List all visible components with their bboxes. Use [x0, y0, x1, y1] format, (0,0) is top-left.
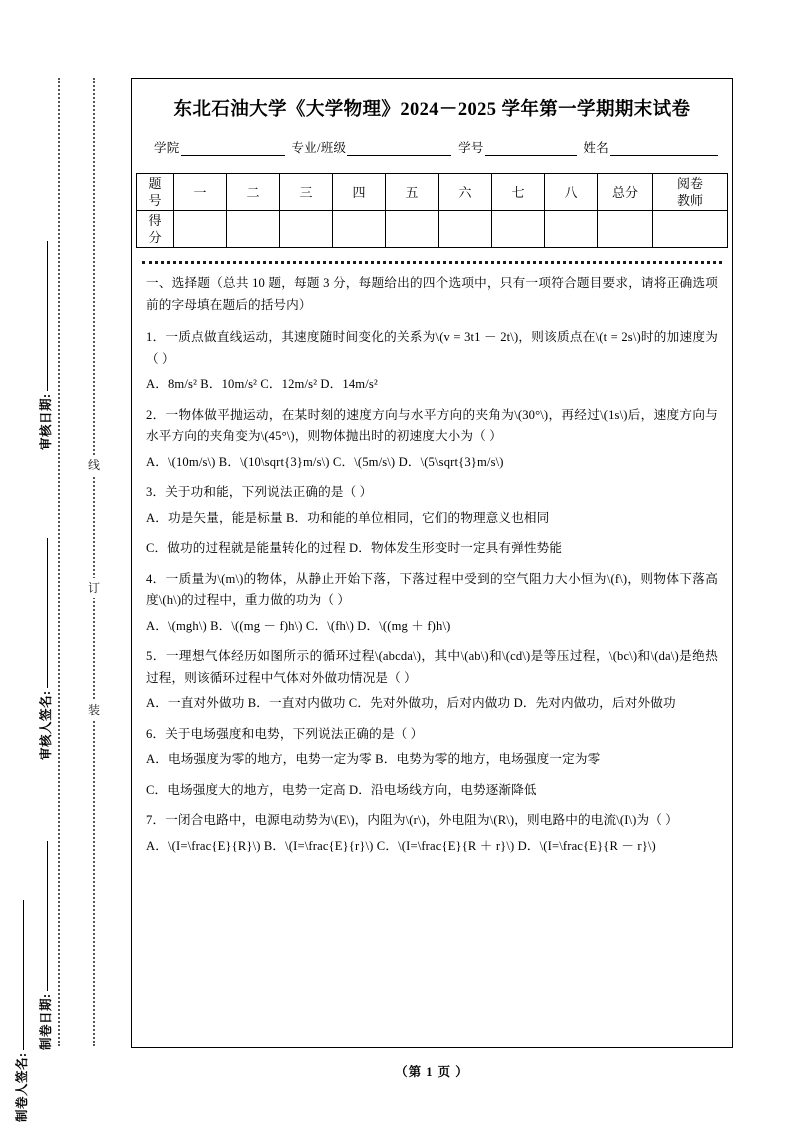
score-cell-grader[interactable]	[653, 211, 728, 248]
grader-label-line-2: 教师	[676, 193, 703, 208]
producer-signature-blank	[22, 900, 24, 1050]
score-col-8: 八	[545, 174, 598, 211]
binding-dotted-rule-inner	[93, 78, 95, 1046]
field-student-id-label: 学号	[458, 141, 484, 155]
field-college-input[interactable]	[181, 142, 285, 156]
score-table-row-label-score	[137, 211, 174, 248]
field-major-label: 专业/班级	[291, 141, 347, 155]
row-label-char-1: 题	[148, 176, 162, 191]
binding-margin	[0, 0, 131, 1122]
page-footer: （第 1 页 ）	[395, 1065, 469, 1079]
score-cell-7[interactable]	[492, 211, 545, 248]
score-cell-3[interactable]	[280, 211, 333, 248]
table-row-scores	[137, 211, 728, 248]
produce-date-field	[36, 790, 54, 1050]
question-6-stem: 6．关于电场强度和电势，下列说法正确的是（ ）	[146, 726, 424, 741]
score-col-3: 三	[280, 174, 333, 211]
page-title: 东北石油大学《大学物理》2024－2025 学年第一学期期末试卷	[173, 100, 691, 120]
score-cell-8[interactable]	[545, 211, 598, 248]
score-col-5: 五	[386, 174, 439, 211]
field-major-input[interactable]	[347, 142, 451, 156]
exam-paper-frame	[131, 78, 733, 1048]
field-college	[154, 138, 285, 156]
question-6-options-2: C．电场强度大的地方，电势一定高 D．沿电场线方向，电势逐渐降低	[146, 782, 537, 797]
question-5-stem: 5．一理想气体经历如图所示的循环过程\(abcda\)，其中\(ab\)和\(cd\)是等压过程，\(bc\)和\(da\)是绝热过程，则该循环过程中气体对外做功情况是（ ）	[146, 649, 718, 685]
score-col-6: 六	[439, 174, 492, 211]
score-col-1: 一	[174, 174, 227, 211]
review-date-label: 审核日期:	[39, 393, 53, 450]
score-label-char-2: 分	[148, 230, 162, 245]
question-6-options: A．电场强度为零的地方，电势一定为零 B．电势为零的地方，电场强度一定为零	[146, 752, 601, 766]
question-body	[146, 273, 718, 857]
score-table	[136, 173, 728, 248]
reviewer-signature-blank	[46, 538, 48, 688]
produce-date-blank	[46, 841, 48, 991]
fold-char-line: 线	[86, 455, 102, 475]
question-3-options-2: C．做功的过程就是能量转化的过程 D．物体发生形变时一定具有弹性势能	[146, 541, 563, 555]
score-cell-total[interactable]	[598, 211, 653, 248]
field-student-id-input[interactable]	[485, 142, 577, 156]
reviewer-signature-label: 审核人签名:	[39, 690, 53, 760]
score-col-grader	[653, 174, 728, 211]
review-date-blank	[46, 241, 48, 391]
field-student-id	[458, 138, 577, 156]
question-1-options: A．8m/s² B．10m/s² C．12m/s² D．14m/s²	[146, 377, 378, 391]
score-col-4: 四	[333, 174, 386, 211]
fold-char-staple: 订	[86, 578, 102, 598]
question-2-stem: 2．一物体做平抛运动，在某时刻的速度方向与水平方向的夹角为\(30°\)，再经过\(1s\)后，速度方向与水平方向的夹角变为\(45°\)，则物体抛出时的初速度大小为（ ）	[146, 407, 718, 443]
fold-char-bind: 装	[86, 700, 102, 720]
field-name	[583, 138, 718, 156]
question-4-options: A．\(mgh\) B．\((mg － f)h\) C．\(fh\) D．\((mg ＋ f)h\)	[146, 618, 451, 633]
field-name-input[interactable]	[610, 142, 718, 156]
score-cell-2[interactable]	[227, 211, 280, 248]
row-label-char-2: 号	[148, 193, 162, 208]
question-4-stem: 4．一质量为\(m\)的物体，从静止开始下落，下落过程中受到的空气阻力大小恒为\(f\)，则物体下落高度\(h\)的过程中，重力做的功为（ ）	[146, 571, 718, 607]
score-col-2: 二	[227, 174, 280, 211]
question-2-options: A．\(10m/s\) B．\(10\sqrt{3}m/s\) C．\(5m/s\) D．\(5\sqrt{3}m/s\)	[146, 454, 504, 469]
score-cell-1[interactable]	[174, 211, 227, 248]
section-heading: 一、选择题（总共 10 题，每题 3 分，每题给出的四个选项中，只有一项符合题目要求，请将正确选项前的字母填在题后的括号内）	[146, 276, 718, 312]
score-cell-5[interactable]	[386, 211, 439, 248]
producer-signature-field	[12, 862, 30, 1122]
reviewer-signature-field	[36, 500, 54, 760]
question-7-stem: 7．一闭合电路中，电源电动势为\(E\)，内阻为\(r\)，外电阻为\(R\)，则电路中的电流\(I\)为（ ）	[146, 813, 679, 827]
table-row-header	[137, 174, 728, 211]
review-date-field	[36, 190, 54, 450]
score-table-row-label-number	[137, 174, 174, 211]
field-major	[291, 138, 451, 156]
field-college-label: 学院	[154, 141, 180, 155]
binding-dotted-rule-outer	[58, 78, 60, 1046]
question-3-stem: 3．关于功和能，下列说法正确的是（ ）	[146, 485, 373, 499]
grader-label-line-1: 阅卷	[676, 176, 703, 191]
score-cell-6[interactable]	[439, 211, 492, 248]
produce-date-label: 制卷日期:	[39, 993, 53, 1050]
field-name-label: 姓名	[583, 141, 610, 155]
score-col-total: 总分	[598, 174, 653, 211]
question-7-options: A．\(I=\frac{E}{R}\) B．\(I=\frac{E}{r}\) C．\(I=\frac{E}{R ＋ r}\) D．\(I=\frac{E}{R － r}\)	[146, 838, 656, 853]
question-5-options: A．一直对外做功 B．一直对内做功 C．先对外做功，后对内做功 D．先对内做功，后对外做功	[146, 696, 676, 710]
score-label-char-1: 得	[148, 213, 162, 228]
question-3-options: A．功是矢量，能是标量 B．功和能的单位相同，它们的物理意义也相同	[146, 510, 550, 525]
student-info-row	[154, 138, 718, 156]
score-col-7: 七	[492, 174, 545, 211]
producer-signature-label: 制卷人签名:	[15, 1052, 29, 1122]
score-cell-4[interactable]	[333, 211, 386, 248]
question-1-stem: 1．一质点做直线运动，其速度随时间变化的关系为\(v = 3t1 － 2t\)，则该质点在\(t = 2s\)时的加速度为（ ）	[146, 330, 718, 366]
header-divider	[142, 261, 722, 264]
